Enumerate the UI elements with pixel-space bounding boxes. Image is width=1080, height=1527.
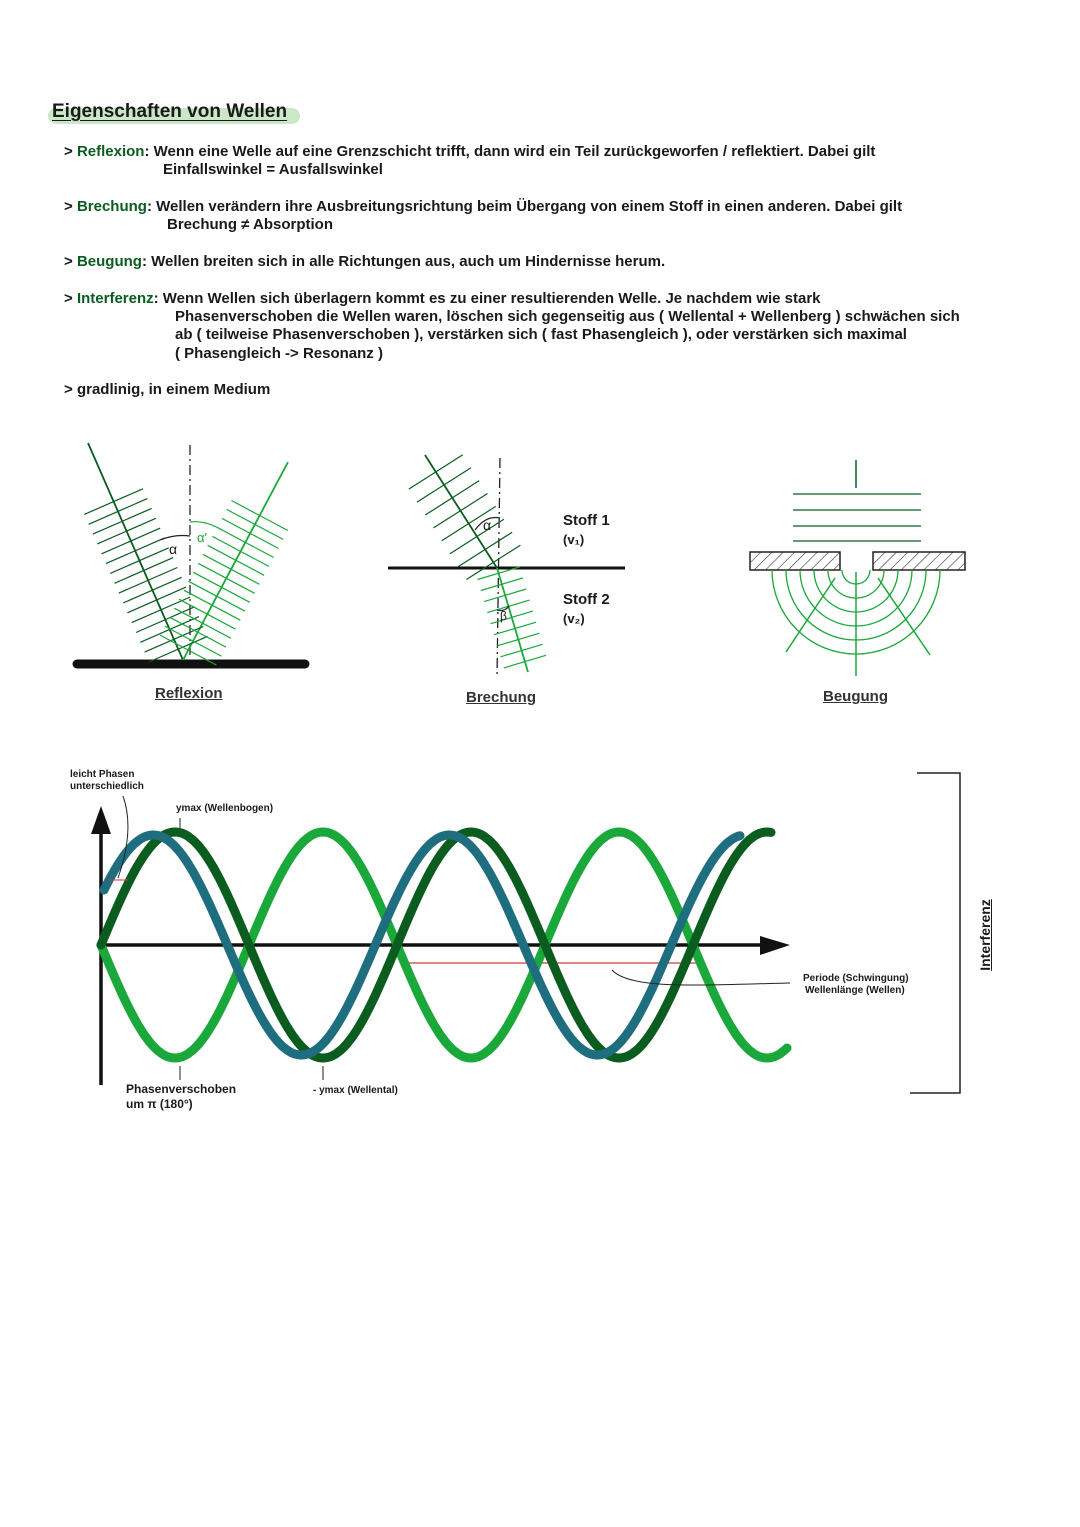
wavefront-line xyxy=(212,536,269,566)
wavefront-line xyxy=(501,644,543,657)
y-axis-arrow-icon xyxy=(91,806,111,834)
term-beugung: Beugung xyxy=(76,253,142,270)
marker: > xyxy=(64,290,73,307)
reflected-ray xyxy=(183,462,288,660)
wavefront-line xyxy=(425,481,479,515)
marker: > xyxy=(64,143,73,160)
text-interferenz-3: ab ( teilweise Phasenverschoben ), verstärken sich ( fast Phasengleich ), oder verstärken sich maximal xyxy=(175,326,907,343)
brechung-diagram xyxy=(388,455,625,678)
text-interferenz-1: Wenn Wellen sich überlagern kommt es zu einer resultierenden Welle. Je nachdem wie stark xyxy=(162,290,821,307)
wavefront-line xyxy=(491,611,533,624)
beugung-diagram xyxy=(750,460,965,676)
wavefront-line xyxy=(97,518,156,544)
wavefront-line xyxy=(198,563,255,593)
wavefront-line xyxy=(222,518,279,548)
wavefront-line xyxy=(450,519,504,553)
text-interferenz-4: ( Phasengleich -> Resonanz ) xyxy=(175,345,383,362)
text-reflexion: Wenn eine Welle auf eine Grenzschicht trifft, dann wird ein Teil zurückgeworfen / reflektiert. Dabei gilt xyxy=(153,143,876,160)
wavefront-line xyxy=(417,468,471,502)
side-label-interferenz: Interferenz xyxy=(977,899,993,971)
label-phase-diff-2: unterschiedlich xyxy=(70,781,144,792)
wavefront-line xyxy=(189,581,246,611)
wavefront-line xyxy=(179,599,236,629)
x-axis-arrow-icon xyxy=(760,936,790,955)
caption-brechung: Brechung xyxy=(466,689,537,706)
term-brechung: Brechung xyxy=(76,198,147,215)
medium1-velocity: (v₁) xyxy=(563,532,585,547)
barrier-left xyxy=(750,552,840,570)
wavefront-line xyxy=(170,617,227,647)
diffracted-arrow-right xyxy=(878,578,930,655)
interference-diagram xyxy=(91,773,960,1093)
wavefront-line xyxy=(434,494,488,528)
wavefront-line xyxy=(93,508,152,534)
term-interferenz: Interferenz xyxy=(76,290,154,307)
wavefront-line xyxy=(136,607,195,633)
label-ymax: ymax (Wellenbogen) xyxy=(176,803,274,814)
wavefront-line xyxy=(127,587,186,613)
wavefront-line xyxy=(497,633,539,646)
wavefront-line xyxy=(484,589,526,602)
wavefront-line xyxy=(84,489,143,515)
item-interferenz: > Interferenz: Wenn Wellen sich überlagern kommt es zu einer resultierenden Welle. Je nachdem wie stark xyxy=(64,290,821,307)
page-title: Eigenschaften von Wellen xyxy=(52,101,288,122)
wavefront-line xyxy=(504,655,546,668)
wavefront-line xyxy=(231,501,288,531)
marker: > xyxy=(64,198,73,215)
rule-brechung: Brechung ≠ Absorption xyxy=(167,216,334,233)
medium2-velocity: (v₂) xyxy=(563,611,585,626)
wavefront-line xyxy=(115,558,174,584)
caption-beugung: Beugung xyxy=(823,688,888,705)
marker: > xyxy=(64,253,73,270)
item-beugung: > Beugung: Wellen breiten sich in alle Richtungen aus, auch um Hindernisse herum. xyxy=(64,253,666,270)
wavefront-line xyxy=(208,545,265,575)
wavefront-line xyxy=(89,499,148,525)
wavefront-line xyxy=(110,548,169,574)
marker: > xyxy=(64,381,73,398)
wavefront-line xyxy=(106,538,165,564)
medium2-label: Stoff 2 xyxy=(563,591,610,608)
label-phase-diff-1: leicht Phasen xyxy=(70,769,135,780)
label-phase-shift-1: Phasenverschoben xyxy=(126,1082,237,1096)
item-brechung: > Brechung: Wellen verändern ihre Ausbreitungsrichtung beim Übergang von einem Stoff in einen anderen. Dabei gilt xyxy=(64,198,903,215)
wavefront-line xyxy=(102,528,161,554)
reflexion-alpha-prime-label: α' xyxy=(197,530,207,545)
reflexion-diagram xyxy=(77,443,305,665)
interference-bracket xyxy=(910,773,960,1093)
label-phase-shift-2: um π (180°) xyxy=(126,1097,193,1111)
wavefront-line xyxy=(203,554,260,584)
reflexion-alpha-label: α xyxy=(169,541,178,557)
label-period-1: Periode (Schwingung) xyxy=(803,973,909,984)
wavefront-line xyxy=(481,578,523,591)
wavefront-line xyxy=(184,590,241,620)
wavefront-line xyxy=(119,568,178,594)
wavefront-line xyxy=(193,572,250,602)
wavefront-line xyxy=(227,509,284,539)
barrier-right xyxy=(873,552,965,570)
term-reflexion: Reflexion xyxy=(76,143,145,160)
wavefront-line xyxy=(149,636,208,662)
item-reflexion: > Reflexion: Wenn eine Welle auf eine Grenzschicht trifft, dann wird ein Teil zurückgeworfen / reflektiert. Dabei gilt xyxy=(64,143,876,160)
medium1-label: Stoff 1 xyxy=(563,512,610,529)
wavefront-line xyxy=(217,527,274,557)
wavefront-line xyxy=(409,455,463,489)
refracted-wavefronts xyxy=(478,567,547,668)
wavefront-line xyxy=(458,532,512,566)
rule-reflexion: Einfallswinkel = Ausfallswinkel xyxy=(163,161,383,178)
text-brechung: Wellen verändern ihre Ausbreitungsrichtung beim Übergang von einem Stoff in einen anderen. Dabei gilt xyxy=(156,198,903,215)
label-ymin: - ymax (Wellental) xyxy=(313,1085,398,1096)
brechung-beta-label: β xyxy=(500,609,507,623)
wavefront-line xyxy=(123,577,182,603)
caption-reflexion: Reflexion xyxy=(155,685,223,702)
brechung-alpha-label: α xyxy=(483,517,492,533)
label-period-2: Wellenlänge (Wellen) xyxy=(805,985,905,996)
text-interferenz-2: Phasenverschoben die Wellen waren, löschen sich gegenseitig aus ( Wellental + Wellenberg ) schwächen sich xyxy=(175,308,960,325)
text-gradlinig: gradlinig, in einem Medium xyxy=(76,381,271,398)
text-beugung: Wellen breiten sich in alle Richtungen aus, auch um Hindernisse herum. xyxy=(151,253,666,270)
